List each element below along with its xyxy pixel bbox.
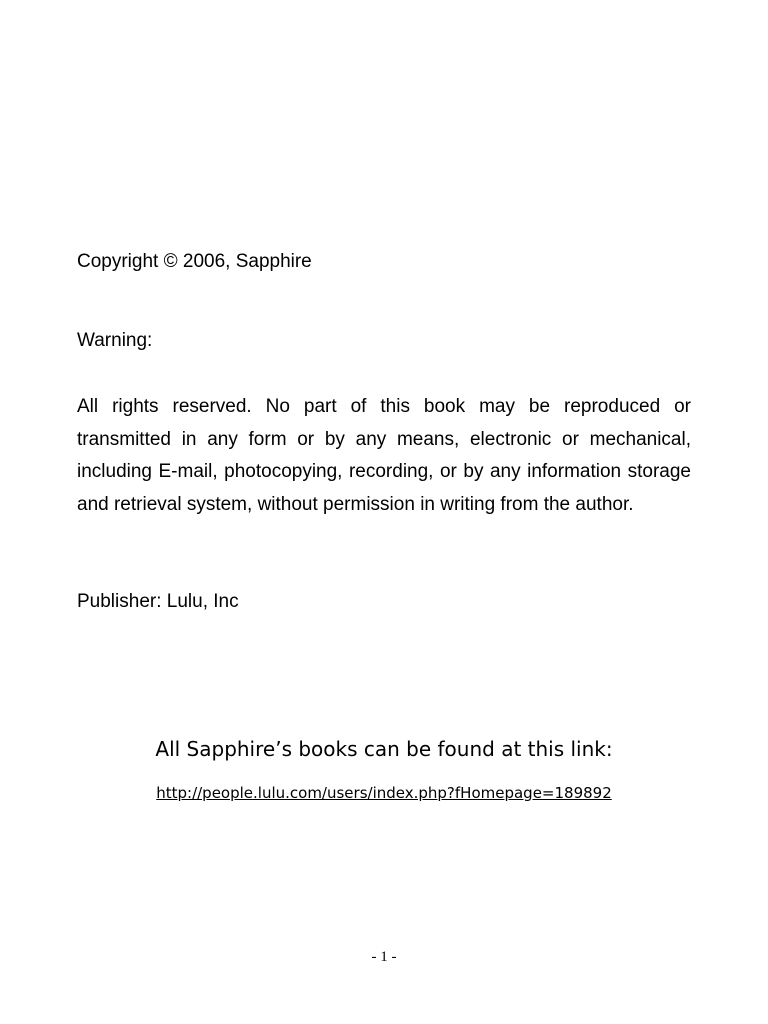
page-number: - 1 -	[371, 949, 397, 965]
books-link[interactable]: http://people.lulu.com/users/index.php?fHomepage=189892	[156, 784, 612, 802]
books-heading: All Sapphire’s books can be found at this link:	[155, 737, 613, 761]
rights-paragraph: All rights reserved. No part of this book may be reproduced or transmitted in any form or by any means, electronic or mechanical, including E-mail, photocopying, recording, or by any information storage and retrieval system, without permission in writing from the author.	[77, 396, 691, 515]
warning-label: Warning:	[77, 330, 153, 351]
copyright-notice: Copyright © 2006, Sapphire	[77, 251, 312, 272]
books-link-line	[0, 782, 768, 804]
publisher-line: Publisher: Lulu, Inc	[77, 591, 239, 612]
